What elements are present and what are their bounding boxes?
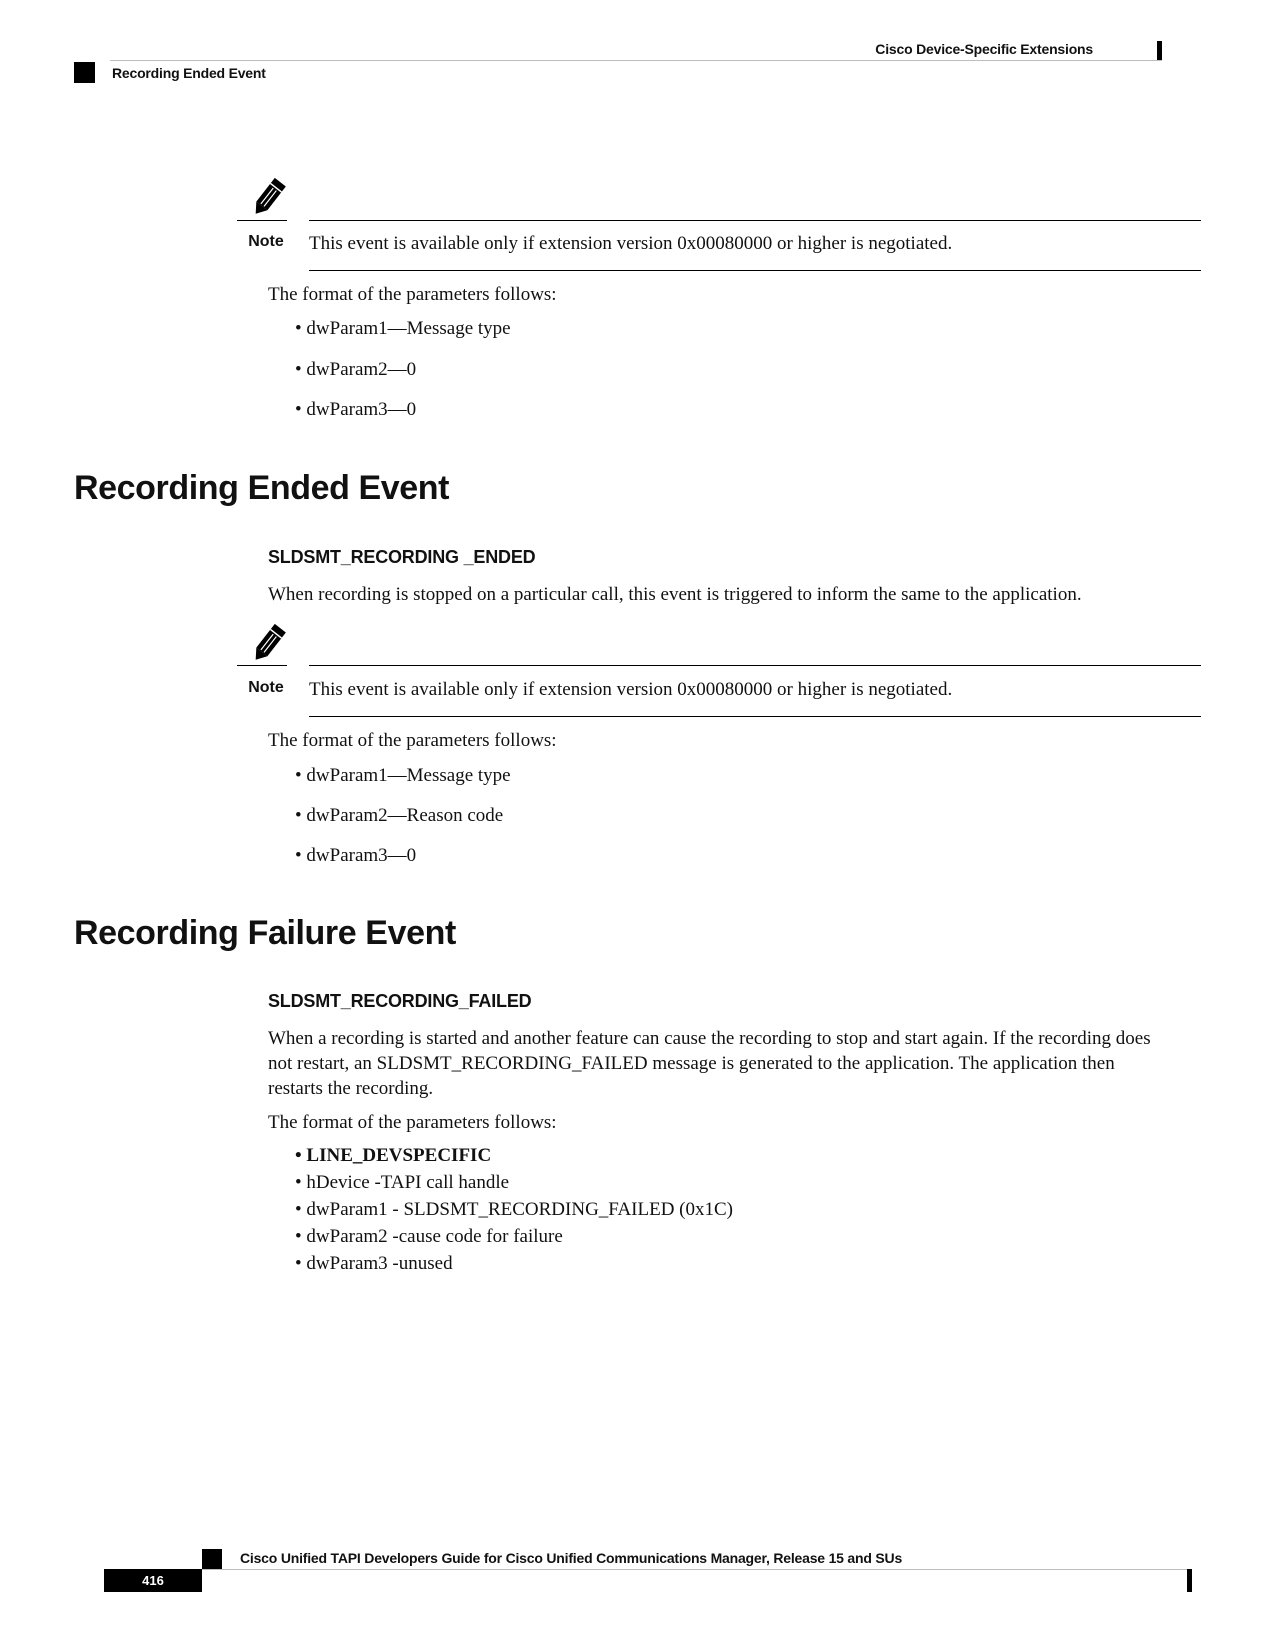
pencil-icon <box>246 176 290 220</box>
note-icon-rule <box>237 220 287 221</box>
footer-bar <box>1187 1569 1192 1592</box>
message-name: SLDSMT_RECORDING _ENDED <box>268 547 536 567</box>
note-icon-rule <box>237 665 287 666</box>
header-bar <box>1157 41 1162 61</box>
list-item: • dwParam2—Reason code <box>295 805 504 826</box>
header-rule <box>110 60 1162 61</box>
list-item: • dwParam1 - SLDSMT_RECORDING_FAILED (0x1C) <box>295 1199 734 1220</box>
note-bottom-rule <box>309 716 1201 717</box>
note-label: Note <box>248 233 284 250</box>
page-number: 416 <box>104 1569 202 1592</box>
section-heading: Recording Failure Event <box>74 914 456 952</box>
list-item: • dwParam3 -unused <box>295 1253 453 1274</box>
list-item: • dwParam3—0 <box>295 845 417 866</box>
note-top-rule <box>309 220 1201 221</box>
note-bottom-rule <box>309 270 1201 271</box>
note-label: Note <box>248 679 284 696</box>
book-title: Cisco Unified TAPI Developers Guide for Cisco Unified Communications Manager, Release 15 and SUs <box>240 1550 903 1566</box>
footer-block <box>202 1549 222 1569</box>
footer-rule <box>202 1569 1192 1570</box>
list-item: • dwParam2—0 <box>295 359 417 380</box>
params-intro: The format of the parameters follows: <box>268 730 557 751</box>
params-intro: The format of the parameters follows: <box>268 1112 557 1133</box>
note-text: This event is available only if extension version 0x00080000 or higher is negotiated. <box>309 679 953 700</box>
chapter-title: Cisco Device-Specific Extensions <box>875 41 1093 57</box>
section-heading: Recording Ended Event <box>74 469 450 507</box>
list-item: • dwParam1—Message type <box>295 765 511 786</box>
list-item: • hDevice -TAPI call handle <box>295 1172 510 1193</box>
list-item: • dwParam1—Message type <box>295 318 511 339</box>
list-item: • dwParam3—0 <box>295 399 417 420</box>
note-text: This event is available only if extension version 0x00080000 or higher is negotiated. <box>309 233 953 254</box>
note-top-rule <box>309 665 1201 666</box>
list-item: • LINE_DEVSPECIFIC <box>295 1145 492 1166</box>
message-name: SLDSMT_RECORDING_FAILED <box>268 991 532 1011</box>
description: When recording is stopped on a particular call, this event is triggered to inform the same to the application. <box>268 584 1082 605</box>
header-block <box>74 62 95 83</box>
list-item: • dwParam2 -cause code for failure <box>295 1226 563 1247</box>
description: When a recording is started and another feature can cause the recording to stop and start again. If the recording does not restart, an SLDSMT_RECORDING_FAILED message is generated to the application. The application then restarts the recording. <box>268 1028 1151 1099</box>
pencil-icon <box>246 622 290 666</box>
params-intro: The format of the parameters follows: <box>268 284 557 305</box>
section-title: Recording Ended Event <box>112 65 266 81</box>
